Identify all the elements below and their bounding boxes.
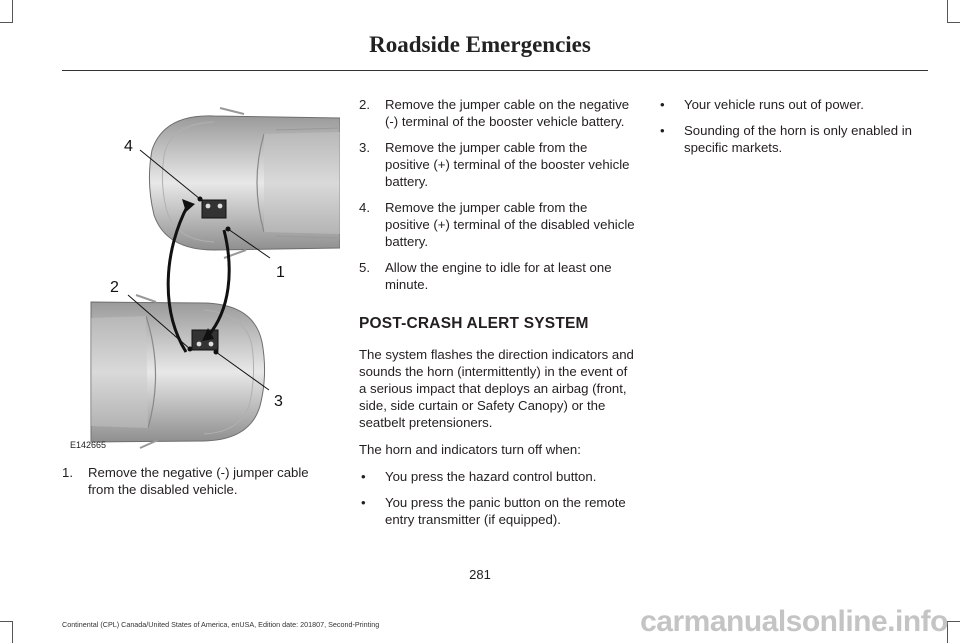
bullet-glyph: • [660,123,665,138]
step-item [359,96,635,130]
step-number: 5. [359,260,370,275]
step-number: 2. [359,97,370,112]
step-item [62,464,332,498]
step-text: Remove the jumper cable on the negative (-) terminal of the booster vehicle battery. [385,97,630,129]
crop-mark [947,0,948,22]
disabled-vehicle [91,295,265,448]
bullet-list [359,468,635,528]
body-paragraph: The system flashes the direction indicators and sounds the horn (intermittently) in the event of a serious impact that deploys an airbag (front, side, side curtain or Safety Canopy) or the seatbelt pretensioners. [359,347,634,430]
crop-mark [12,0,13,22]
booster-vehicle [149,108,340,258]
bullet-text: Sounding of the horn is only enabled in specific markets. [684,123,913,155]
step-number: 3. [359,140,370,155]
jumper-cable-illustration [64,90,340,456]
step-item [359,259,635,293]
bullet-item [359,468,635,485]
bullet-item [658,96,934,113]
callout-1: 1 [276,264,285,281]
header-divider [62,70,928,71]
bullet-glyph: • [361,495,366,510]
watermark: carmanualsonline.info [640,605,948,638]
step-item [359,139,635,190]
column-left [62,464,332,507]
callout-4: 4 [124,138,133,155]
bullet-text: Your vehicle runs out of power. [684,97,864,112]
page-title: Roadside Emergencies [369,32,591,57]
crop-mark [947,621,960,622]
crop-mark [947,22,960,23]
column-middle [359,96,635,537]
step-text: Remove the jumper cable from the positive (+) terminal of the disabled vehicle battery. [385,200,635,249]
bullet-item [359,494,635,528]
step-text: Remove the negative (-) jumper cable from the disabled vehicle. [88,465,309,497]
bullet-glyph: • [361,469,366,484]
section-heading: POST-CRASH ALERT SYSTEM [359,315,589,332]
step-item [359,199,635,250]
crop-mark [12,621,13,643]
edition-footer: Continental (CPL) Canada/United States of America, enUSA, Edition date: 201807, Second-Printing [62,620,380,629]
callout-2: 2 [110,279,119,296]
bullet-glyph: • [660,97,665,112]
bullet-list [658,96,934,156]
bullet-text: You press the panic button on the remote entry transmitter (if equipped). [385,495,626,527]
bullet-text: You press the hazard control button. [385,469,597,484]
column-right [658,96,934,165]
step-text: Allow the engine to idle for at least one minute. [385,260,612,292]
step-number: 4. [359,200,370,215]
page-number: 281 [469,567,491,582]
figure-id: E142665 [70,440,107,450]
bullet-item [658,122,934,156]
step-list [359,96,635,293]
step-text: Remove the jumper cable from the positive (+) terminal of the booster vehicle battery. [385,140,630,189]
step-number: 1. [62,465,73,480]
callout-3: 3 [274,393,283,410]
body-paragraph: The horn and indicators turn off when: [359,442,581,457]
crop-mark [0,22,13,23]
booster-battery [202,200,226,218]
step-list [62,464,332,498]
